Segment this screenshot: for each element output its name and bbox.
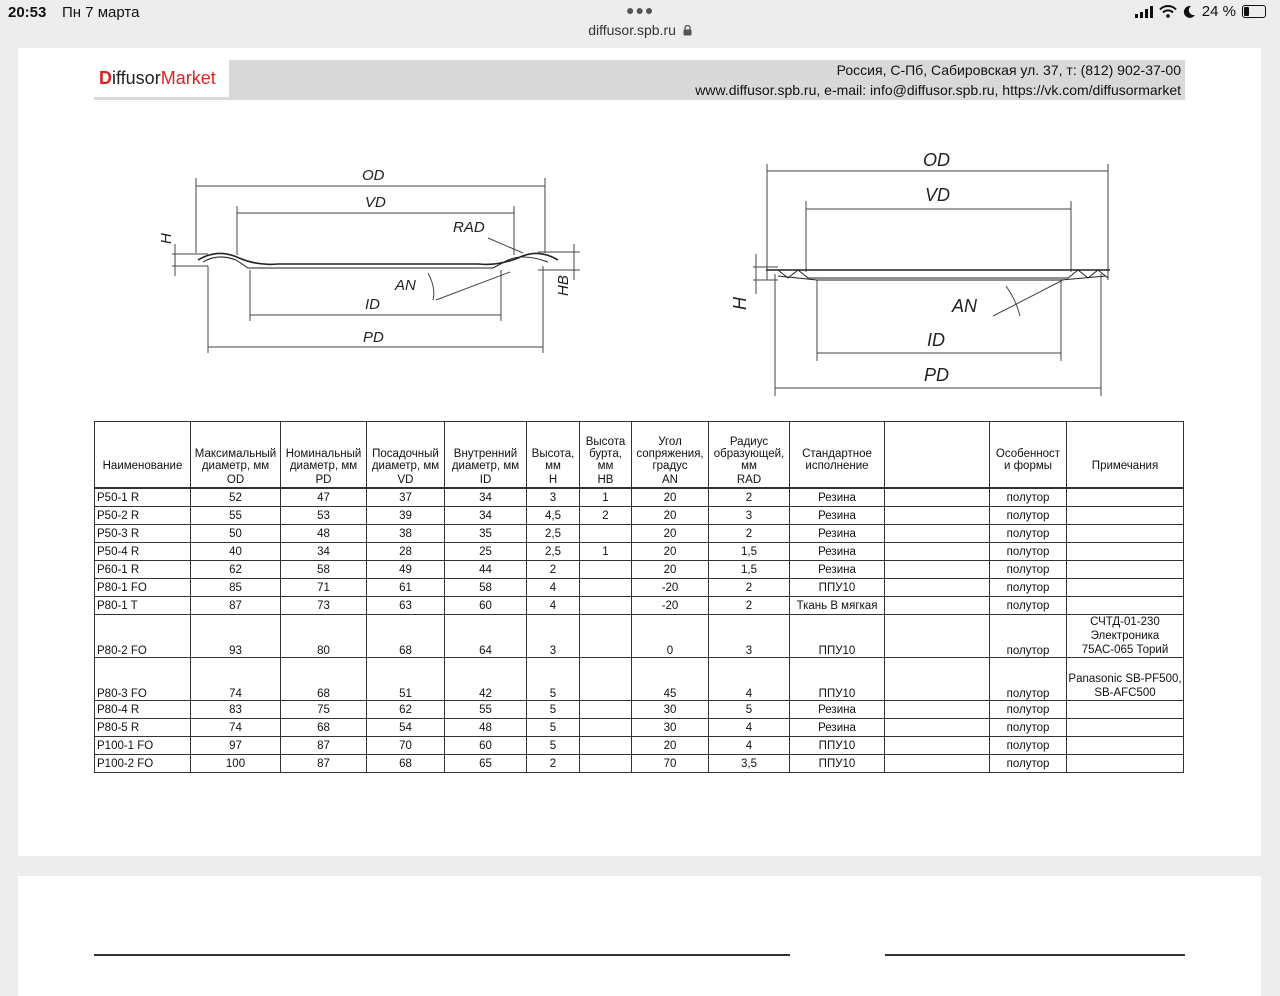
- cell-notes: [1067, 543, 1184, 561]
- cell-rad: 2: [709, 525, 790, 543]
- svg-text:VD: VD: [925, 185, 951, 205]
- cell-id: 60: [445, 597, 527, 615]
- cell-vd: 49: [367, 561, 445, 579]
- cell-name: P60-1 R: [95, 561, 191, 579]
- cell-od: 40: [191, 543, 281, 561]
- cell-id: 35: [445, 525, 527, 543]
- cell-an: 20: [632, 525, 709, 543]
- cell-rad: 3: [709, 615, 790, 658]
- cell-std: ППУ10: [790, 658, 885, 701]
- cell-name: P100-2 FO: [95, 755, 191, 773]
- cell-form: полутор: [990, 543, 1067, 561]
- cell-od: 55: [191, 507, 281, 525]
- svg-text:OD: OD: [923, 150, 950, 170]
- column-header: Внутренний диаметр, мм: [445, 422, 527, 474]
- column-code: [885, 473, 990, 488]
- code-row: [95, 473, 1184, 488]
- cell-h: 2: [527, 561, 580, 579]
- cell-rad: 5: [709, 701, 790, 719]
- cell-h: 4: [527, 579, 580, 597]
- table-row: [95, 658, 1184, 701]
- cell-vd: 39: [367, 507, 445, 525]
- table-row: [95, 579, 1184, 597]
- cell-od: 100: [191, 755, 281, 773]
- cell-id: 25: [445, 543, 527, 561]
- column-code: RAD: [709, 473, 790, 488]
- cell-extra: [885, 488, 990, 507]
- document-page-2: [18, 876, 1261, 996]
- cell-vd: 51: [367, 658, 445, 701]
- cell-extra: [885, 507, 990, 525]
- cell-od: 62: [191, 561, 281, 579]
- cell-form: полутор: [990, 719, 1067, 737]
- cell-hb: 1: [580, 543, 632, 561]
- svg-text:ID: ID: [365, 296, 380, 313]
- cell-extra: [885, 658, 990, 701]
- cell-id: 34: [445, 488, 527, 507]
- cell-an: -20: [632, 579, 709, 597]
- column-code: [790, 473, 885, 488]
- column-code: HB: [580, 473, 632, 488]
- cell-an: 30: [632, 701, 709, 719]
- column-header: Высота бурта, мм: [580, 422, 632, 474]
- cell-an: 20: [632, 561, 709, 579]
- cell-hb: [580, 658, 632, 701]
- cell-od: 85: [191, 579, 281, 597]
- cell-extra: [885, 543, 990, 561]
- column-header: Высота, мм: [527, 422, 580, 474]
- header-row: [95, 422, 1184, 474]
- moon-icon: [1183, 5, 1196, 18]
- column-header: Наименование: [95, 422, 191, 474]
- cell-notes: [1067, 561, 1184, 579]
- cell-vd: 38: [367, 525, 445, 543]
- cell-hb: [580, 737, 632, 755]
- cell-an: 20: [632, 488, 709, 507]
- next-table-edge-right: [885, 954, 1185, 966]
- cell-rad: 4: [709, 737, 790, 755]
- cell-od: 52: [191, 488, 281, 507]
- column-header: Особенност и формы: [990, 422, 1067, 474]
- cell-pd: 80: [281, 615, 367, 658]
- cell-hb: 2: [580, 507, 632, 525]
- cell-notes: [1067, 507, 1184, 525]
- cell-id: 34: [445, 507, 527, 525]
- cell-hb: 1: [580, 488, 632, 507]
- cell-rad: 3: [709, 507, 790, 525]
- cell-id: 55: [445, 701, 527, 719]
- column-header: Стандартное исполнение: [790, 422, 885, 474]
- column-header: Посадочный диаметр, мм: [367, 422, 445, 474]
- column-code: ID: [445, 473, 527, 488]
- specification-table: [94, 421, 1184, 773]
- cell-id: 65: [445, 755, 527, 773]
- table-row: [95, 488, 1184, 507]
- cell-name: P50-1 R: [95, 488, 191, 507]
- cell-std: ППУ10: [790, 737, 885, 755]
- cell-name: P80-5 R: [95, 719, 191, 737]
- cell-h: 3: [527, 615, 580, 658]
- table-row: [95, 719, 1184, 737]
- svg-text:PD: PD: [363, 329, 384, 346]
- cell-extra: [885, 615, 990, 658]
- cell-notes: [1067, 737, 1184, 755]
- svg-text:HB: HB: [555, 275, 572, 296]
- cell-an: 20: [632, 507, 709, 525]
- cell-pd: 58: [281, 561, 367, 579]
- cell-vd: 61: [367, 579, 445, 597]
- cell-pd: 47: [281, 488, 367, 507]
- clock: 20:53: [8, 4, 47, 21]
- column-header: Примечания: [1067, 422, 1184, 474]
- cell-hb: [580, 561, 632, 579]
- cell-form: полутор: [990, 507, 1067, 525]
- next-table-edge: [94, 954, 790, 966]
- cell-std: Ткань В мягкая: [790, 597, 885, 615]
- cell-h: 4,5: [527, 507, 580, 525]
- cell-std: Резина: [790, 561, 885, 579]
- cell-id: 58: [445, 579, 527, 597]
- cell-an: -20: [632, 597, 709, 615]
- cell-an: 45: [632, 658, 709, 701]
- svg-text:H: H: [158, 233, 175, 244]
- column-code: [1067, 473, 1184, 488]
- cell-od: 74: [191, 658, 281, 701]
- cell-h: 5: [527, 658, 580, 701]
- cell-form: полутор: [990, 525, 1067, 543]
- cell-std: Резина: [790, 507, 885, 525]
- svg-text:AN: AN: [395, 277, 416, 294]
- cell-pd: 71: [281, 579, 367, 597]
- cell-pd: 87: [281, 755, 367, 773]
- document-page: [18, 48, 1261, 856]
- cell-h: 5: [527, 719, 580, 737]
- table-row: [95, 597, 1184, 615]
- cell-extra: [885, 525, 990, 543]
- cell-std: Резина: [790, 488, 885, 507]
- cell-extra: [885, 701, 990, 719]
- cellular-signal-icon: [1135, 6, 1153, 18]
- cell-h: 5: [527, 737, 580, 755]
- header-address: Россия, С-Пб, Сабировская ул. 37, т: (812) 902-37-00: [836, 62, 1181, 78]
- cell-pd: 48: [281, 525, 367, 543]
- cell-h: 2,5: [527, 543, 580, 561]
- cell-rad: 2: [709, 579, 790, 597]
- cell-notes: [1067, 719, 1184, 737]
- column-header: Угол сопряжения, градус: [632, 422, 709, 474]
- table-row: [95, 701, 1184, 719]
- battery-percent: 24 %: [1201, 3, 1236, 20]
- multitask-dots-icon[interactable]: ●●●: [626, 2, 655, 18]
- cell-pd: 73: [281, 597, 367, 615]
- column-header: [885, 422, 990, 474]
- cell-rad: 2: [709, 597, 790, 615]
- table-row: [95, 543, 1184, 561]
- date: Пн 7 марта: [62, 4, 140, 21]
- svg-text:AN: AN: [952, 296, 978, 316]
- cell-std: ППУ10: [790, 755, 885, 773]
- cell-od: 74: [191, 719, 281, 737]
- cell-form: полутор: [990, 615, 1067, 658]
- cell-form: полутор: [990, 701, 1067, 719]
- cell-vd: 62: [367, 701, 445, 719]
- cell-std: Резина: [790, 701, 885, 719]
- cell-notes: [1067, 755, 1184, 773]
- cell-vd: 54: [367, 719, 445, 737]
- cell-pd: 68: [281, 719, 367, 737]
- cell-vd: 63: [367, 597, 445, 615]
- cell-form: полутор: [990, 561, 1067, 579]
- table-row: [95, 525, 1184, 543]
- cell-vd: 70: [367, 737, 445, 755]
- cell-od: 50: [191, 525, 281, 543]
- cell-hb: [580, 525, 632, 543]
- cell-pd: 87: [281, 737, 367, 755]
- column-code: AN: [632, 473, 709, 488]
- table-row: [95, 755, 1184, 773]
- cell-name: P80-3 FO: [95, 658, 191, 701]
- cell-hb: [580, 701, 632, 719]
- column-header: Максимальный диаметр, мм: [191, 422, 281, 474]
- cell-od: 87: [191, 597, 281, 615]
- cell-h: 2: [527, 755, 580, 773]
- url-bar[interactable]: [0, 22, 1280, 46]
- cell-rad: 2: [709, 488, 790, 507]
- cell-h: 5: [527, 701, 580, 719]
- cell-extra: [885, 755, 990, 773]
- cell-notes: Panasonic SB-PF500, SB-AFC500: [1067, 658, 1184, 701]
- column-header: Номинальный диаметр, мм: [281, 422, 367, 474]
- cell-form: полутор: [990, 597, 1067, 615]
- cell-name: P50-4 R: [95, 543, 191, 561]
- cell-vd: 37: [367, 488, 445, 507]
- cell-notes: [1067, 488, 1184, 507]
- cell-h: 2,5: [527, 525, 580, 543]
- cell-od: 83: [191, 701, 281, 719]
- cell-rad: 4: [709, 719, 790, 737]
- cell-name: P80-1 T: [95, 597, 191, 615]
- cell-an: 20: [632, 737, 709, 755]
- svg-text:VD: VD: [365, 194, 386, 211]
- cell-extra: [885, 597, 990, 615]
- column-code: OD: [191, 473, 281, 488]
- cell-id: 44: [445, 561, 527, 579]
- cell-name: P50-3 R: [95, 525, 191, 543]
- cell-notes: [1067, 701, 1184, 719]
- table-row: [95, 561, 1184, 579]
- cell-vd: 68: [367, 755, 445, 773]
- cell-extra: [885, 719, 990, 737]
- cell-extra: [885, 579, 990, 597]
- column-code: PD: [281, 473, 367, 488]
- table-row: [95, 737, 1184, 755]
- cell-pd: 53: [281, 507, 367, 525]
- cell-form: полутор: [990, 579, 1067, 597]
- technical-drawings: [18, 48, 1261, 418]
- cell-rad: 3,5: [709, 755, 790, 773]
- cell-h: 3: [527, 488, 580, 507]
- svg-text:RAD: RAD: [453, 219, 485, 236]
- cell-notes: [1067, 597, 1184, 615]
- cell-name: P100-1 FO: [95, 737, 191, 755]
- cell-hb: [580, 615, 632, 658]
- cell-name: P50-2 R: [95, 507, 191, 525]
- cell-id: 60: [445, 737, 527, 755]
- cell-an: 0: [632, 615, 709, 658]
- cell-id: 42: [445, 658, 527, 701]
- cell-notes: [1067, 525, 1184, 543]
- svg-text:H: H: [730, 297, 750, 310]
- cell-hb: [580, 719, 632, 737]
- cell-od: 97: [191, 737, 281, 755]
- cell-pd: 34: [281, 543, 367, 561]
- cell-form: полутор: [990, 755, 1067, 773]
- cell-std: Резина: [790, 543, 885, 561]
- cell-hb: [580, 579, 632, 597]
- column-code: H: [527, 473, 580, 488]
- cell-pd: 68: [281, 658, 367, 701]
- cell-extra: [885, 561, 990, 579]
- column-code: [990, 473, 1067, 488]
- column-code: [95, 473, 191, 488]
- table-row: [95, 507, 1184, 525]
- cell-std: Резина: [790, 525, 885, 543]
- battery-icon: [1242, 5, 1266, 18]
- svg-text:ID: ID: [927, 330, 945, 350]
- cell-name: P80-2 FO: [95, 615, 191, 658]
- cell-std: ППУ10: [790, 615, 885, 658]
- cell-hb: [580, 597, 632, 615]
- column-header: Радиус образующей, мм: [709, 422, 790, 474]
- cell-name: P80-4 R: [95, 701, 191, 719]
- cell-rad: 4: [709, 658, 790, 701]
- column-code: VD: [367, 473, 445, 488]
- cell-extra: [885, 737, 990, 755]
- cell-id: 64: [445, 615, 527, 658]
- cell-vd: 28: [367, 543, 445, 561]
- cell-form: полутор: [990, 658, 1067, 701]
- cell-std: ППУ10: [790, 579, 885, 597]
- cell-id: 48: [445, 719, 527, 737]
- cell-pd: 75: [281, 701, 367, 719]
- wifi-icon: [1159, 5, 1177, 18]
- table-row: [95, 615, 1184, 658]
- logo: D iffusor Market: [94, 60, 229, 97]
- cell-name: P80-1 FO: [95, 579, 191, 597]
- cell-form: полутор: [990, 737, 1067, 755]
- cell-an: 70: [632, 755, 709, 773]
- svg-text:OD: OD: [362, 167, 385, 184]
- cell-h: 4: [527, 597, 580, 615]
- cell-hb: [580, 755, 632, 773]
- cell-od: 93: [191, 615, 281, 658]
- url-text[interactable]: diffusor.spb.ru: [588, 22, 676, 38]
- cell-rad: 1,5: [709, 561, 790, 579]
- cell-form: полутор: [990, 488, 1067, 507]
- lock-icon: [683, 25, 692, 36]
- cell-an: 30: [632, 719, 709, 737]
- cell-an: 20: [632, 543, 709, 561]
- cell-notes: СЧТД-01-230 Электроника 75АС-065 Торий: [1067, 615, 1184, 658]
- cell-vd: 68: [367, 615, 445, 658]
- cell-std: Резина: [790, 719, 885, 737]
- header-contacts: www.diffusor.spb.ru, e-mail: info@diffusor.spb.ru, https://vk.com/diffusormarket: [695, 82, 1181, 98]
- cell-notes: [1067, 579, 1184, 597]
- cell-rad: 1,5: [709, 543, 790, 561]
- svg-text:PD: PD: [924, 365, 950, 385]
